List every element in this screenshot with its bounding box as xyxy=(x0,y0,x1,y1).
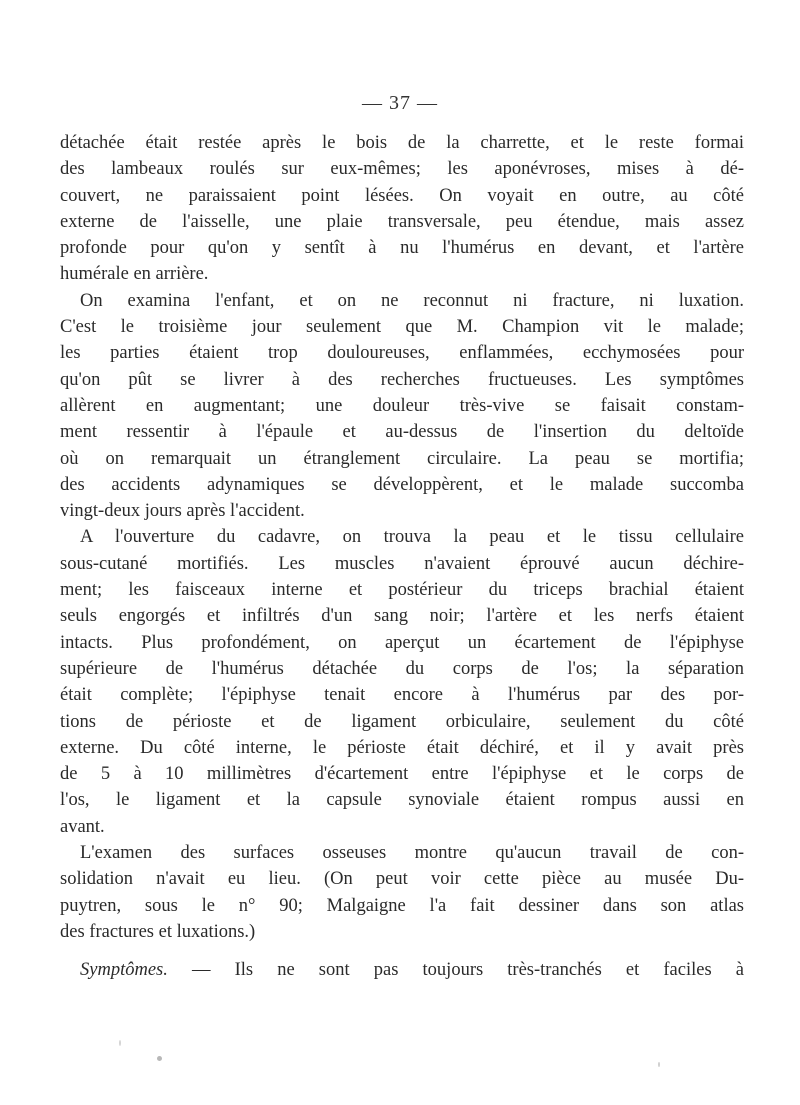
paper-speck xyxy=(119,1040,121,1046)
text-line: couvert, ne paraissaient point lésées. On voyait en outre, au côté xyxy=(60,185,744,206)
text-line: ment ressentir à l'épaule et au-dessus de l'insertion du deltoïde xyxy=(60,422,744,443)
text-line: les parties étaient trop douloureuses, enflammées, ecchymosées pour xyxy=(60,343,744,364)
body-text xyxy=(60,130,744,984)
text-line: L'examen des surfaces osseuses montre qu'aucun travail de con- xyxy=(80,843,744,864)
text-line: des accidents adynamiques se développèrent, et le malade succomba xyxy=(60,474,744,495)
text-line: vingt-deux jours après l'accident. xyxy=(60,501,305,522)
text-line: supérieure de l'humérus détachée du corps de l'os; la séparation xyxy=(60,658,744,679)
text-line: puytren, sous le n° 90; Malgaigne l'a fait dessiner dans son atlas xyxy=(60,895,744,916)
text-line: détachée était restée après le bois de la charrette, et le reste formai xyxy=(60,133,744,153)
text-line: intacts. Plus profondément, on aperçut un écartement de l'épiphyse xyxy=(60,632,744,653)
text-line: C'est le troisième jour seulement que M. Champion vit le malade; xyxy=(60,317,744,338)
text-line: allèrent en augmentant; une douleur très-vive se faisait constam- xyxy=(60,395,744,416)
text-line: solidation n'avait eu lieu. (On peut voir cette pièce au musée Du- xyxy=(60,869,744,890)
text-line: où on remarquait un étranglement circulaire. La peau se mortifia; xyxy=(60,448,744,469)
paper-speck xyxy=(658,1062,660,1067)
text-line: ment; les faisceaux interne et postérieur du triceps brachial étaient xyxy=(60,580,744,601)
text-line: A l'ouverture du cadavre, on trouva la peau et le tissu cellulaire xyxy=(80,527,744,548)
section-line xyxy=(60,957,744,983)
text-line: seuls engorgés et infiltrés d'un sang noir; l'artère et les nerfs étaient xyxy=(60,606,744,627)
text-line: avant. xyxy=(60,816,105,837)
text-line: était complète; l'épiphyse tenait encore à l'humérus par des por- xyxy=(60,685,744,706)
section-heading: Symptômes. xyxy=(80,960,168,981)
text-line: des lambeaux roulés sur eux-mêmes; les aponévroses, mises à dé- xyxy=(60,159,744,180)
section-text: — Ils ne sont pas toujours très-tranchés et faciles à xyxy=(167,960,744,981)
text-line: l'os, le ligament et la capsule synoviale étaient rompus aussi en xyxy=(60,790,744,811)
text-line: tions de périoste et de ligament orbiculaire, seulement du côté xyxy=(60,711,744,732)
text-line: humérale en arrière. xyxy=(60,264,209,285)
text-line: de 5 à 10 millimètres d'écartement entre l'épiphyse et le corps de xyxy=(60,764,744,785)
text-line: externe de l'aisselle, une plaie transversale, peu étendue, mais assez xyxy=(60,211,744,232)
paper-speck xyxy=(157,1056,162,1061)
text-line: On examina l'enfant, et on ne reconnut ni fracture, ni luxation. xyxy=(80,290,744,311)
text-line: sous-cutané mortifiés. Les muscles n'avaient éprouvé aucun déchire- xyxy=(60,553,744,574)
text-line: profonde pour qu'on y sentît à nu l'humérus en devant, et l'artère xyxy=(60,238,744,259)
page-number: — 37 — xyxy=(362,92,438,114)
text-line: externe. Du côté interne, le périoste était déchiré, et il y avait près xyxy=(60,737,744,758)
text-line: des fractures et luxations.) xyxy=(60,921,256,942)
text-line: qu'on pût se livrer à des recherches fructueuses. Les symptômes xyxy=(60,369,744,390)
